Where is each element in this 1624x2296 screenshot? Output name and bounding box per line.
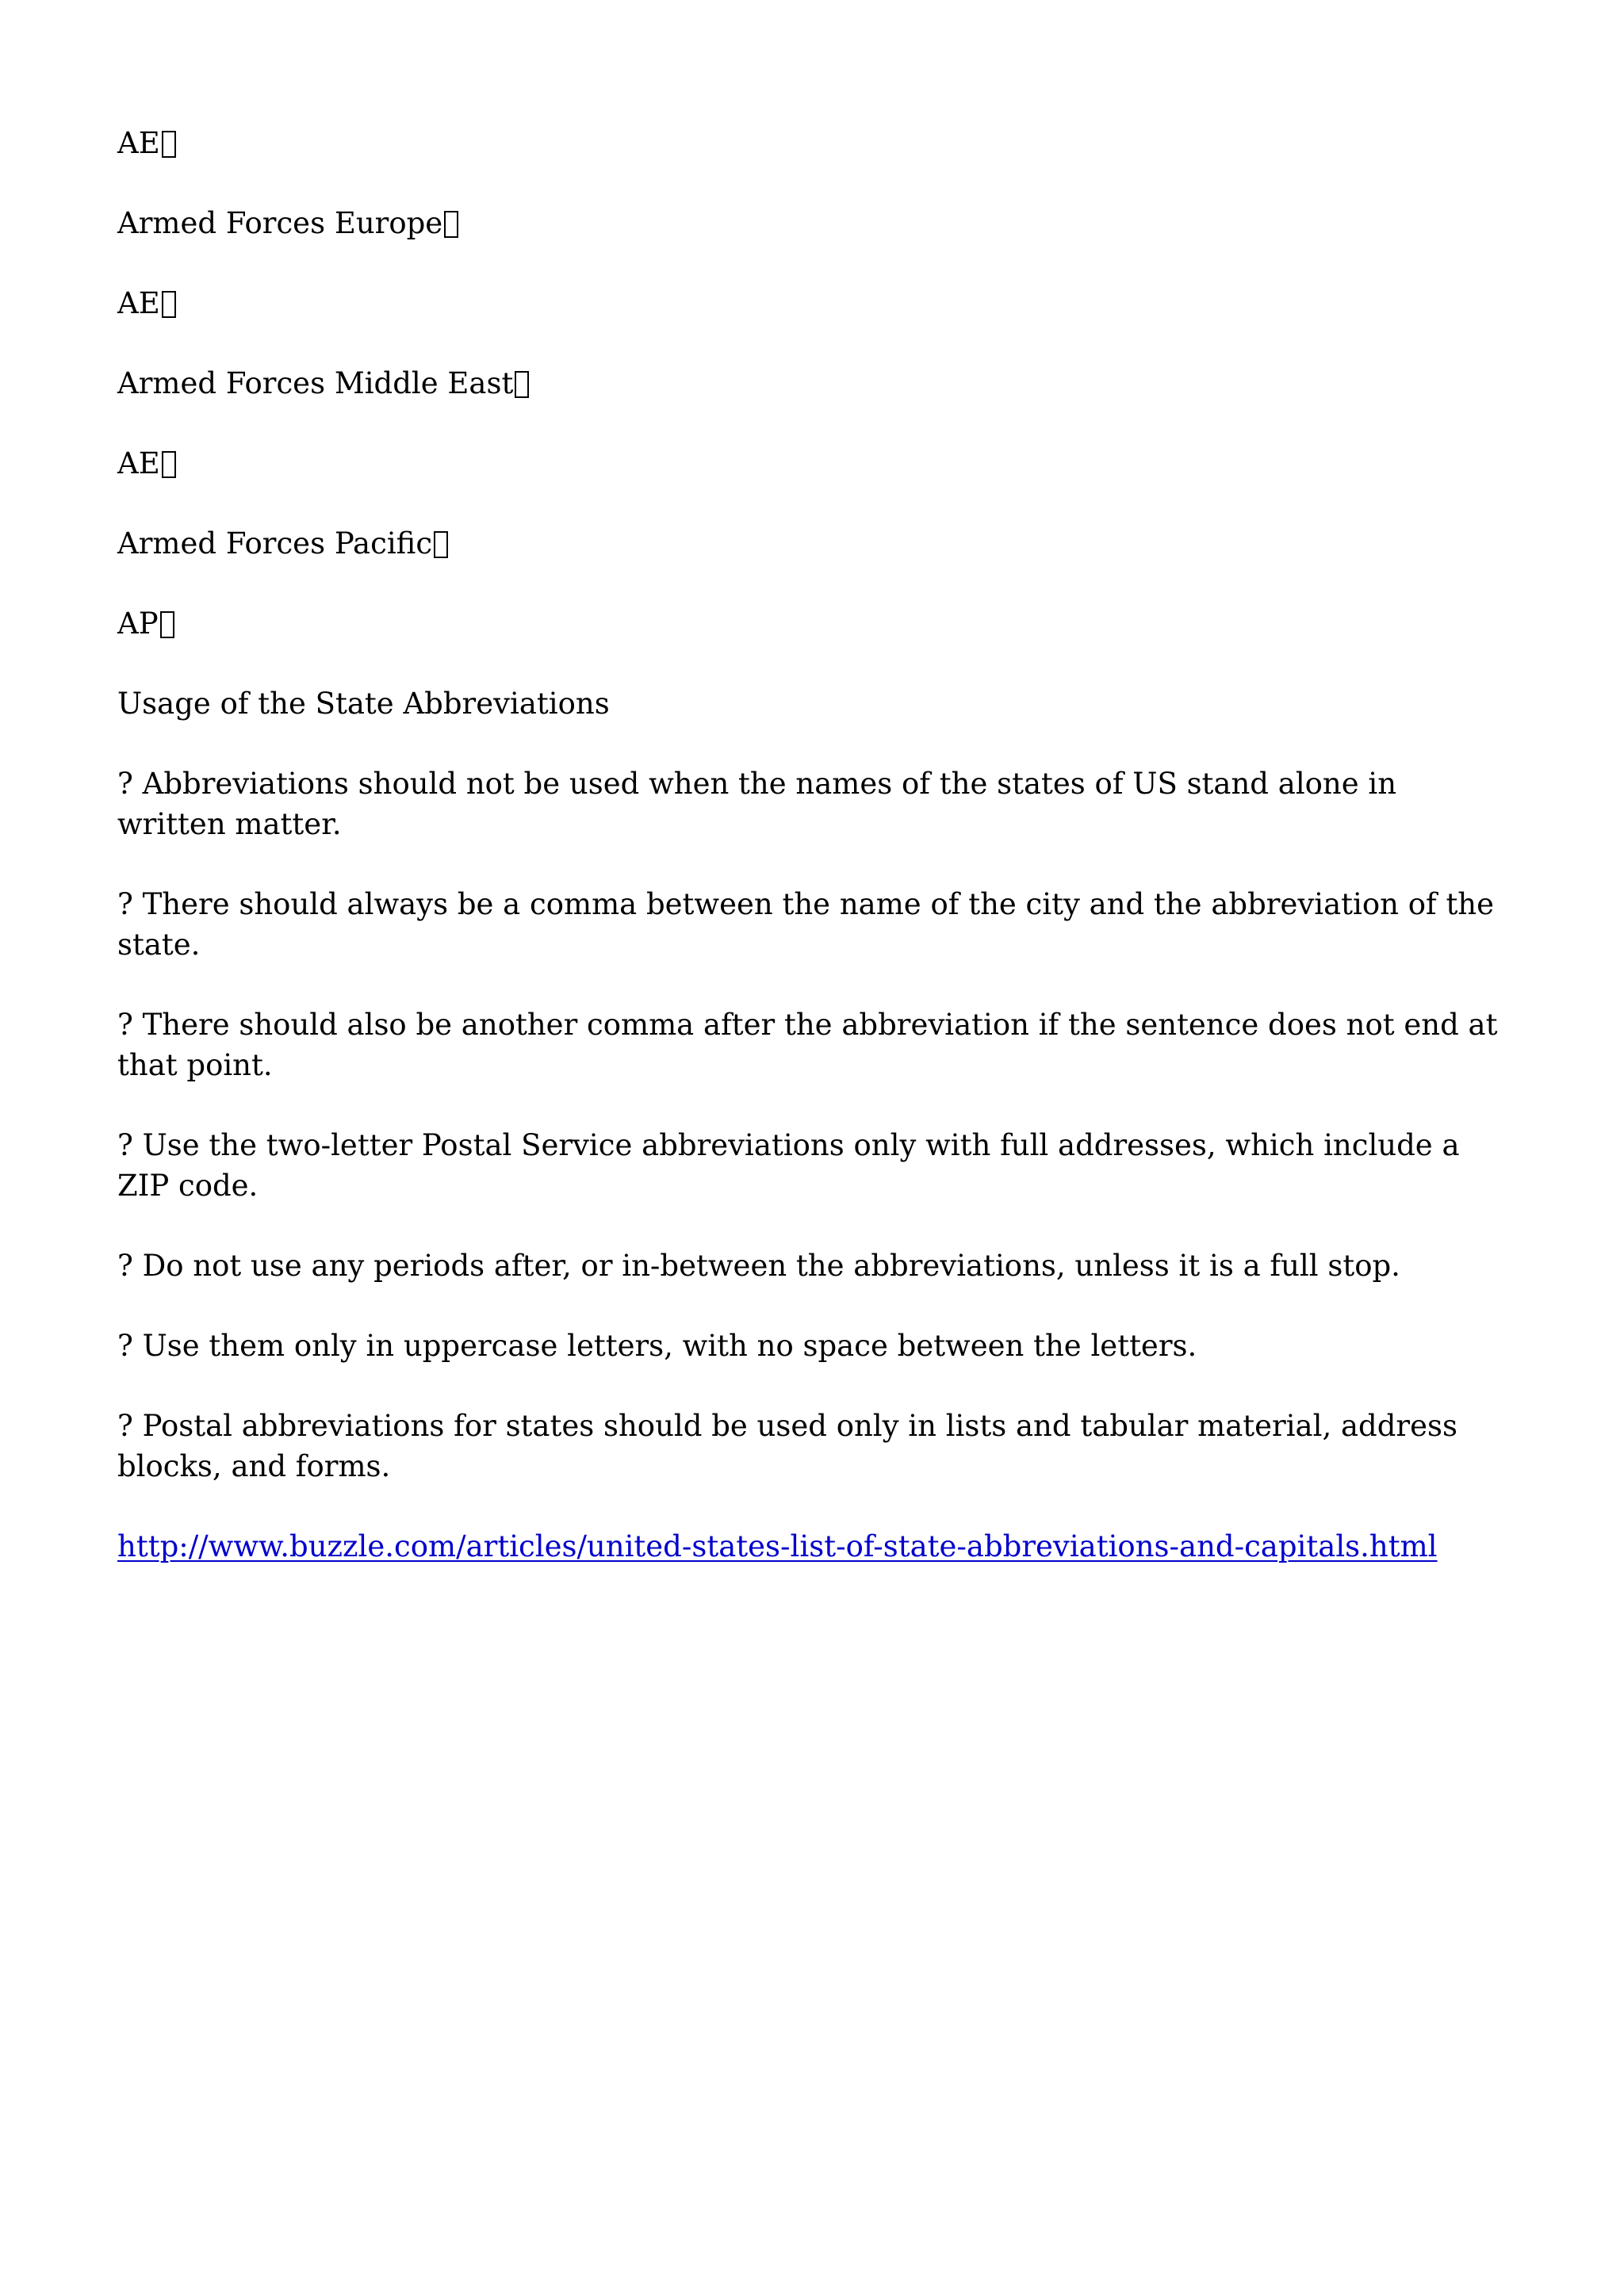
missing-glyph-icon xyxy=(515,371,529,398)
document-page xyxy=(117,123,1513,1606)
missing-glyph-icon xyxy=(434,531,448,558)
missing-glyph-icon xyxy=(162,451,176,478)
usage-rule: ? Use them only in uppercase letters, with no space between the letters. xyxy=(117,1329,1197,1363)
section-heading: Usage of the State Abbreviations xyxy=(117,687,610,721)
source-link-paragraph xyxy=(117,1526,1513,1567)
missing-glyph-icon xyxy=(162,131,176,158)
usage-rule: ? Postal abbreviations for states should be used only in lists and tabular material, address blocks, and forms. xyxy=(117,1409,1457,1483)
entry-abbreviation: AE xyxy=(117,123,1513,163)
entry-name: Armed Forces Europe xyxy=(117,203,1513,243)
source-link[interactable]: http://www.buzzle.com/articles/united-states-list-of-state-abbreviations-and-capitals.html xyxy=(117,1529,1438,1563)
usage-rule: ? Do not use any periods after, or in-between the abbreviations, unless it is a full stop. xyxy=(117,1249,1400,1283)
missing-glyph-icon xyxy=(160,611,174,638)
entry-abbreviation: AE xyxy=(117,283,1513,323)
entry-name: Armed Forces Pacific xyxy=(117,523,1513,564)
usage-rule: ? There should always be a comma between the name of the city and the abbreviation of the state. xyxy=(117,887,1495,962)
usage-rule: ? Abbreviations should not be used when the names of the states of US stand alone in written matter. xyxy=(117,767,1397,841)
entry-name: Armed Forces Middle East xyxy=(117,363,1513,404)
entry-abbreviation: AE xyxy=(117,443,1513,484)
missing-glyph-icon xyxy=(444,211,458,238)
entry-abbreviation: AP xyxy=(117,603,1513,644)
usage-rule: ? There should also be another comma after the abbreviation if the sentence does not end at that point. xyxy=(117,1008,1498,1082)
missing-glyph-icon xyxy=(162,291,176,318)
usage-rule: ? Use the two-letter Postal Service abbreviations only with full addresses, which include a ZIP code. xyxy=(117,1128,1460,1203)
